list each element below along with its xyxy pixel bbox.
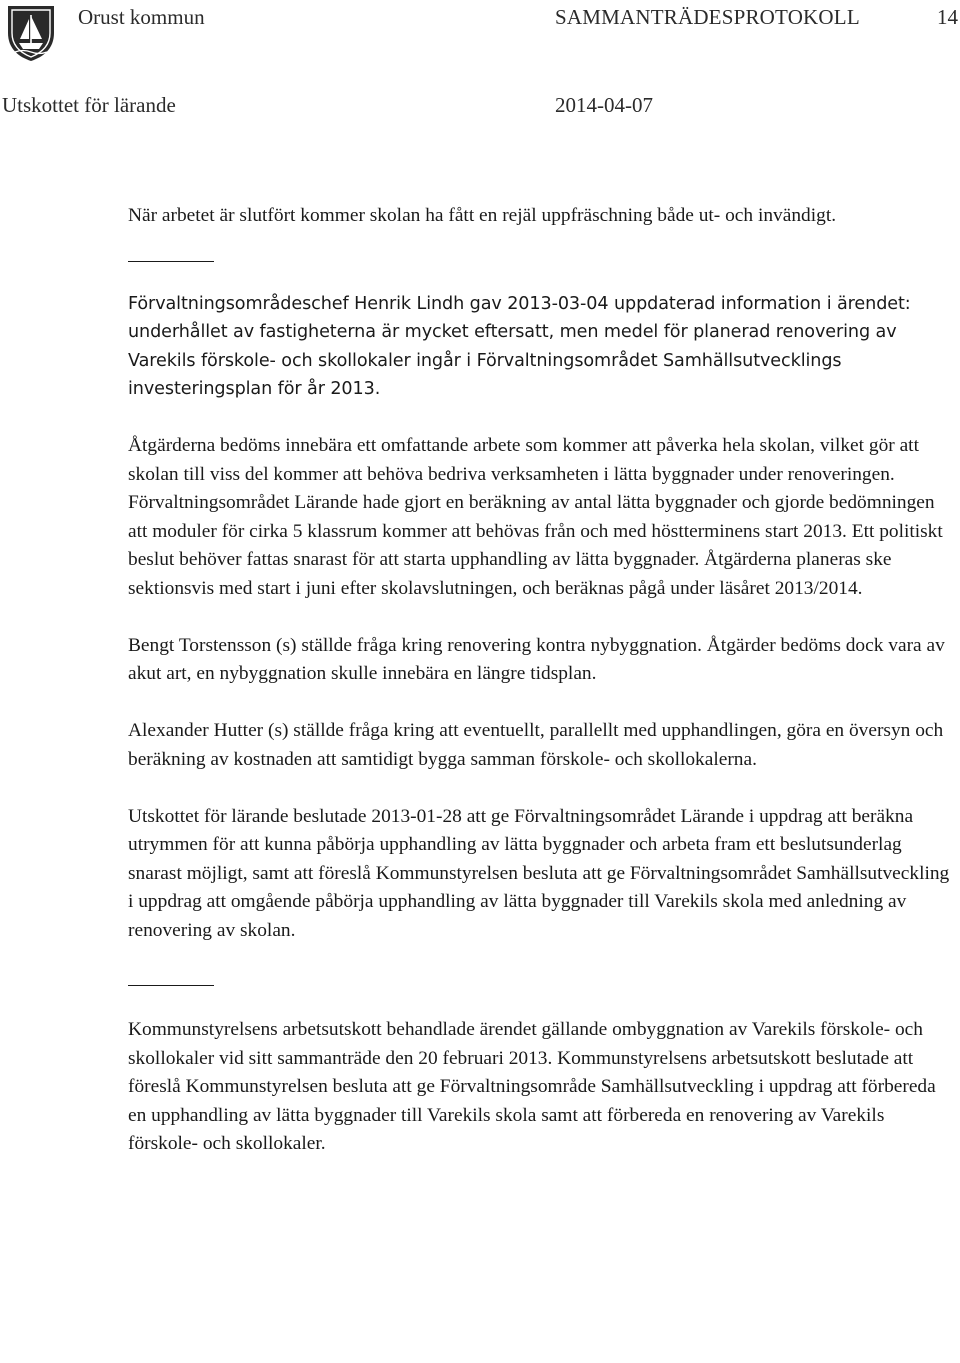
paragraph-updated-information: Förvaltningsområdeschef Henrik Lindh gav 2013-03-04 uppdaterad information i ärendet: underhållet av fastigheterna är mycket eftersatt, men medel för planerad renovering av Varekils förskole- och skollokaler ingår i Förvaltningsområdet Samhällsutvecklings investeringsplan för år 2013. [128,293,911,399]
paragraph-executive-committee: Kommunstyrelsens arbetsutskott behandlade ärendet gällande ombyggnation av Varekils förskole- och skollokaler vid sitt sammanträde den 20 februari 2013. Kommunstyrelsens arbetsutskott beslutade att föreslå Kommunstyrelsen besluta att ge Förvaltningsområde Samhällsutveckling i uppdrag att förbereda en upphandling av lätta byggnader till Varekils skola samt att förbereda en renovering av Varekils förskole- och skollokaler. [128,1019,936,1154]
document-body [128,202,956,1159]
organization-name: Orust kommun [78,5,205,29]
paragraph-torstensson-question: Bengt Torstensson (s) ställde fråga kring renovering kontra nybyggnation. Åtgärder bedöms dock vara av akut art, en nybyggnation skulle innebära en längre tidsplan. [128,634,945,684]
section-divider [128,985,214,986]
paragraph-committee-decision: Utskottet för lärande beslutade 2013-01-28 att ge Förvaltningsområdet Lärande i uppdrag att beräkna utrymmen för att kunna påbörja upphandling av lätta byggnader och arbeta fram ett beslutsunderlag snarast möjligt, samt att föreslå Kommunstyrelsen besluta att ge Förvaltningsområdet Samhällsutveckling i uppdrag att omgående påbörja upphandling av lätta byggnader till Varekils skola med anledning av renovering av skolan. [128,805,950,941]
committee-name: Utskottet för lärande [2,93,176,117]
municipality-coat-of-arms-logo [5,3,57,63]
paragraph-measures-assessment: Åtgärderna bedöms innebära ett omfattande arbete som kommer att påverka hela skolan, vilket gör att skolan till viss del kommer att behöva bedriva verksamheten i lätta byggnader under renoveringen. Förvaltningsområdet Lärande hade gjort en beräkning av antal lätta byggnader och gjorde bedömningen att moduler för cirka 5 klassrum kommer att behövas från och med höstterminens start 2013. Ett politiskt beslut behöver fattas snarast för att starta upphandling av lätta byggnader. Åtgärderna planeras ske sektionsvis med start i juni efter skolavslutningen, och beräknas pågå under läsåret 2013/2014. [128,435,943,599]
document-type: SAMMANTRÄDESPROTOKOLL [555,5,860,29]
paragraph-hutter-question: Alexander Hutter (s) ställde fråga kring att eventuellt, parallellt med upphandlingen, göra en översyn och beräkning av kostnaden att samtidigt bygga samman förskole- och skollokalerna. [128,720,944,770]
meeting-date: 2014-04-07 [555,93,653,117]
page-number: 14 [937,5,958,29]
paragraph-renovation-result: När arbetet är slutfört kommer skolan ha fått en rejäl uppfräschning både ut- och invändigt. [128,205,837,226]
section-divider [128,261,214,262]
